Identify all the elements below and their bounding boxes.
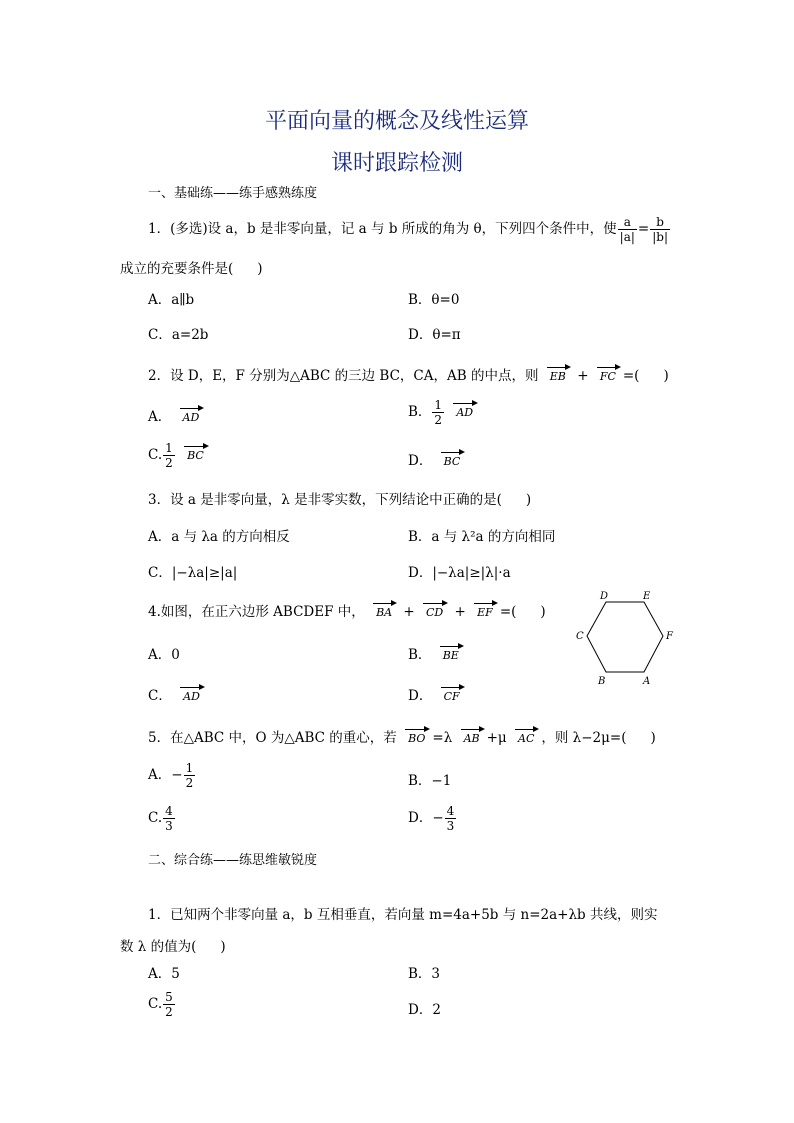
p1-c-den: 2 (165, 1005, 173, 1019)
q2-c-label: C. (148, 447, 163, 463)
q4-plus-1: + (403, 604, 415, 620)
q1-stem (148, 215, 671, 244)
q5-vec-1: BO (403, 732, 430, 746)
q4-c-vec: AD (178, 690, 205, 704)
q4-stem (148, 600, 546, 620)
q4-vec-1: BA (371, 606, 397, 620)
q5-c-num: 4 (165, 804, 173, 818)
q5-d-label: D．− (408, 810, 444, 826)
q1-frac1-num: a (618, 215, 637, 230)
q4-plus-2: + (454, 604, 466, 620)
q5-c-den: 3 (165, 819, 173, 833)
q2-c-frac (163, 441, 175, 470)
q4-d-vec: CF (439, 690, 465, 704)
q2-b-vec: AD (451, 406, 478, 420)
q2-b-num: 1 (434, 398, 443, 412)
p1-option-c (148, 990, 176, 1019)
p1-c-label: C. (148, 996, 163, 1012)
q5-eq: =λ (432, 730, 453, 746)
hexagon-figure (570, 588, 680, 688)
q2-plus: + (577, 368, 589, 384)
q1-option-b: B．θ=0 (408, 292, 460, 308)
q4-vec-2: CD (421, 606, 448, 620)
q4-option-a: A．0 (148, 647, 180, 663)
q4-c-label: C． (148, 688, 172, 704)
q5-a-frac (184, 761, 196, 790)
q4-option-d (408, 684, 467, 704)
q5-option-a (148, 761, 196, 790)
q1-text-b: 成立的充要条件是( (120, 261, 234, 277)
q5-d-den: 3 (446, 819, 455, 833)
q5-vec-3: AC (513, 732, 539, 746)
p1-stem: 1．已知两个非零向量 a，b 互相垂直，若向量 m=4a+5b 与 n=2a+λb 共线，则实 (148, 907, 658, 923)
q4-b-vec: BE (438, 649, 464, 663)
q1-frac1 (618, 215, 637, 244)
p1-c-num: 5 (165, 990, 173, 1004)
q5-stem (148, 726, 656, 746)
q1-frac2-num: b (650, 215, 670, 230)
q4-d-label: D． (408, 688, 433, 704)
q5-text-end: ) (650, 730, 656, 746)
hex-label-a: A (643, 676, 651, 687)
q2-b-label: B． (408, 404, 432, 420)
q5-vec-2: AB (459, 732, 485, 746)
p1-option-a: A．5 (148, 966, 180, 982)
q3-text-end: ) (525, 492, 532, 508)
q2-b-frac (432, 398, 444, 427)
q4-vec-3: EF (472, 606, 498, 620)
q2-option-a (148, 405, 206, 425)
q4-option-b (408, 643, 466, 663)
p1-c-frac (163, 990, 175, 1019)
q5-option-b: B．−1 (408, 773, 452, 789)
hex-label-f: F (666, 631, 673, 642)
p1-stem-cont (120, 935, 226, 955)
hex-label-b: B (598, 676, 606, 687)
q1-frac2 (650, 215, 670, 244)
q2-vec-2: FC (595, 370, 621, 384)
q3-stem (148, 488, 531, 508)
section-1-heading: 一、基础练——练手感熟练度 (148, 186, 318, 201)
q2-option-b (408, 398, 480, 427)
doc-title: 平面向量的概念及线性运算 (264, 109, 529, 134)
q4-option-c (148, 684, 207, 704)
hex-label-c: C (576, 631, 584, 642)
q5-c-frac (163, 804, 175, 833)
q2-text-a: 2．设 D，E，F 分别为△ABC 的三边 BC，CA，AB 的中点，则 (148, 368, 539, 384)
section-2-heading: 二、综合练——练思维敏锐度 (148, 853, 318, 868)
q5-text-b: ，则 λ−2μ=( (541, 730, 627, 746)
q2-c-den: 2 (165, 456, 173, 470)
q1-eq: = (637, 221, 650, 237)
q5-c-label: C. (148, 810, 163, 826)
doc-subtitle: 课时跟踪检测 (330, 151, 463, 176)
q2-stem (148, 364, 669, 384)
p1-option-b: B．3 (408, 966, 441, 982)
q5-a-label: A．− (148, 767, 183, 783)
q4-text-a: 4.如图，在正六边形 ABCDEF 中， (148, 604, 365, 620)
q2-d-vec: BC (439, 455, 466, 469)
p1-line2: 数 λ 的值为( (120, 939, 197, 955)
p1-line2-end: ) (220, 939, 226, 955)
q2-c-num: 1 (165, 441, 173, 455)
q3-option-a: A．a 与 λa 的方向相反 (148, 529, 290, 545)
q5-d-frac (445, 804, 457, 833)
q2-text-b: =( (622, 368, 640, 384)
q4-text-b: =( (499, 604, 517, 620)
q1-option-a: A．a∥b (148, 292, 195, 308)
q5-text-a: 5．在△ABC 中，O 为△ABC 的重心，若 (148, 730, 397, 746)
q3-option-d: D．|−λa|≥|λ|·a (408, 565, 511, 581)
hexagon-shape (587, 602, 663, 672)
q1-option-d: D．θ=π (408, 327, 461, 343)
p1-option-d: D．2 (408, 1002, 441, 1018)
q1-text-a: 1．(多选)设 a，b 是非零向量，记 a 与 b 所成的角为 θ，下列四个条件中，使 (148, 221, 617, 237)
q5-option-d (408, 804, 457, 833)
q2-option-d (408, 449, 467, 469)
q4-b-label: B． (408, 647, 432, 663)
q1-stem-cont (120, 257, 263, 277)
q2-vec-1: EB (545, 370, 571, 384)
q3-text: 3．设 a 是非零向量，λ 是非零实数，下列结论中正确的是( (148, 492, 502, 508)
q1-text-b-end: ) (257, 261, 263, 277)
q4-text-end: ) (540, 604, 546, 620)
q2-a-vec: AD (178, 411, 205, 425)
q5-a-num: 1 (185, 761, 194, 775)
q2-b-den: 2 (434, 413, 443, 427)
q5-d-num: 4 (446, 804, 455, 818)
q2-text-end: ) (663, 368, 669, 384)
q5-option-c (148, 804, 176, 833)
hex-label-e: E (643, 591, 651, 602)
q1-frac1-den: |a| (619, 230, 635, 244)
q2-d-label: D． (408, 453, 433, 469)
q1-option-c: C．a=2b (148, 327, 209, 343)
q2-a-label: A． (148, 409, 172, 425)
q3-option-c: C．|−λa|≥|a| (148, 565, 238, 581)
q1-frac2-den: |b| (652, 230, 669, 244)
q2-c-vec: BC (182, 449, 209, 463)
q5-pm: +μ (486, 730, 507, 746)
hex-label-d: D (600, 591, 609, 602)
q5-a-den: 2 (185, 776, 194, 790)
q2-option-c (148, 441, 211, 470)
q3-option-b: B．a 与 λ²a 的方向相同 (408, 529, 556, 545)
